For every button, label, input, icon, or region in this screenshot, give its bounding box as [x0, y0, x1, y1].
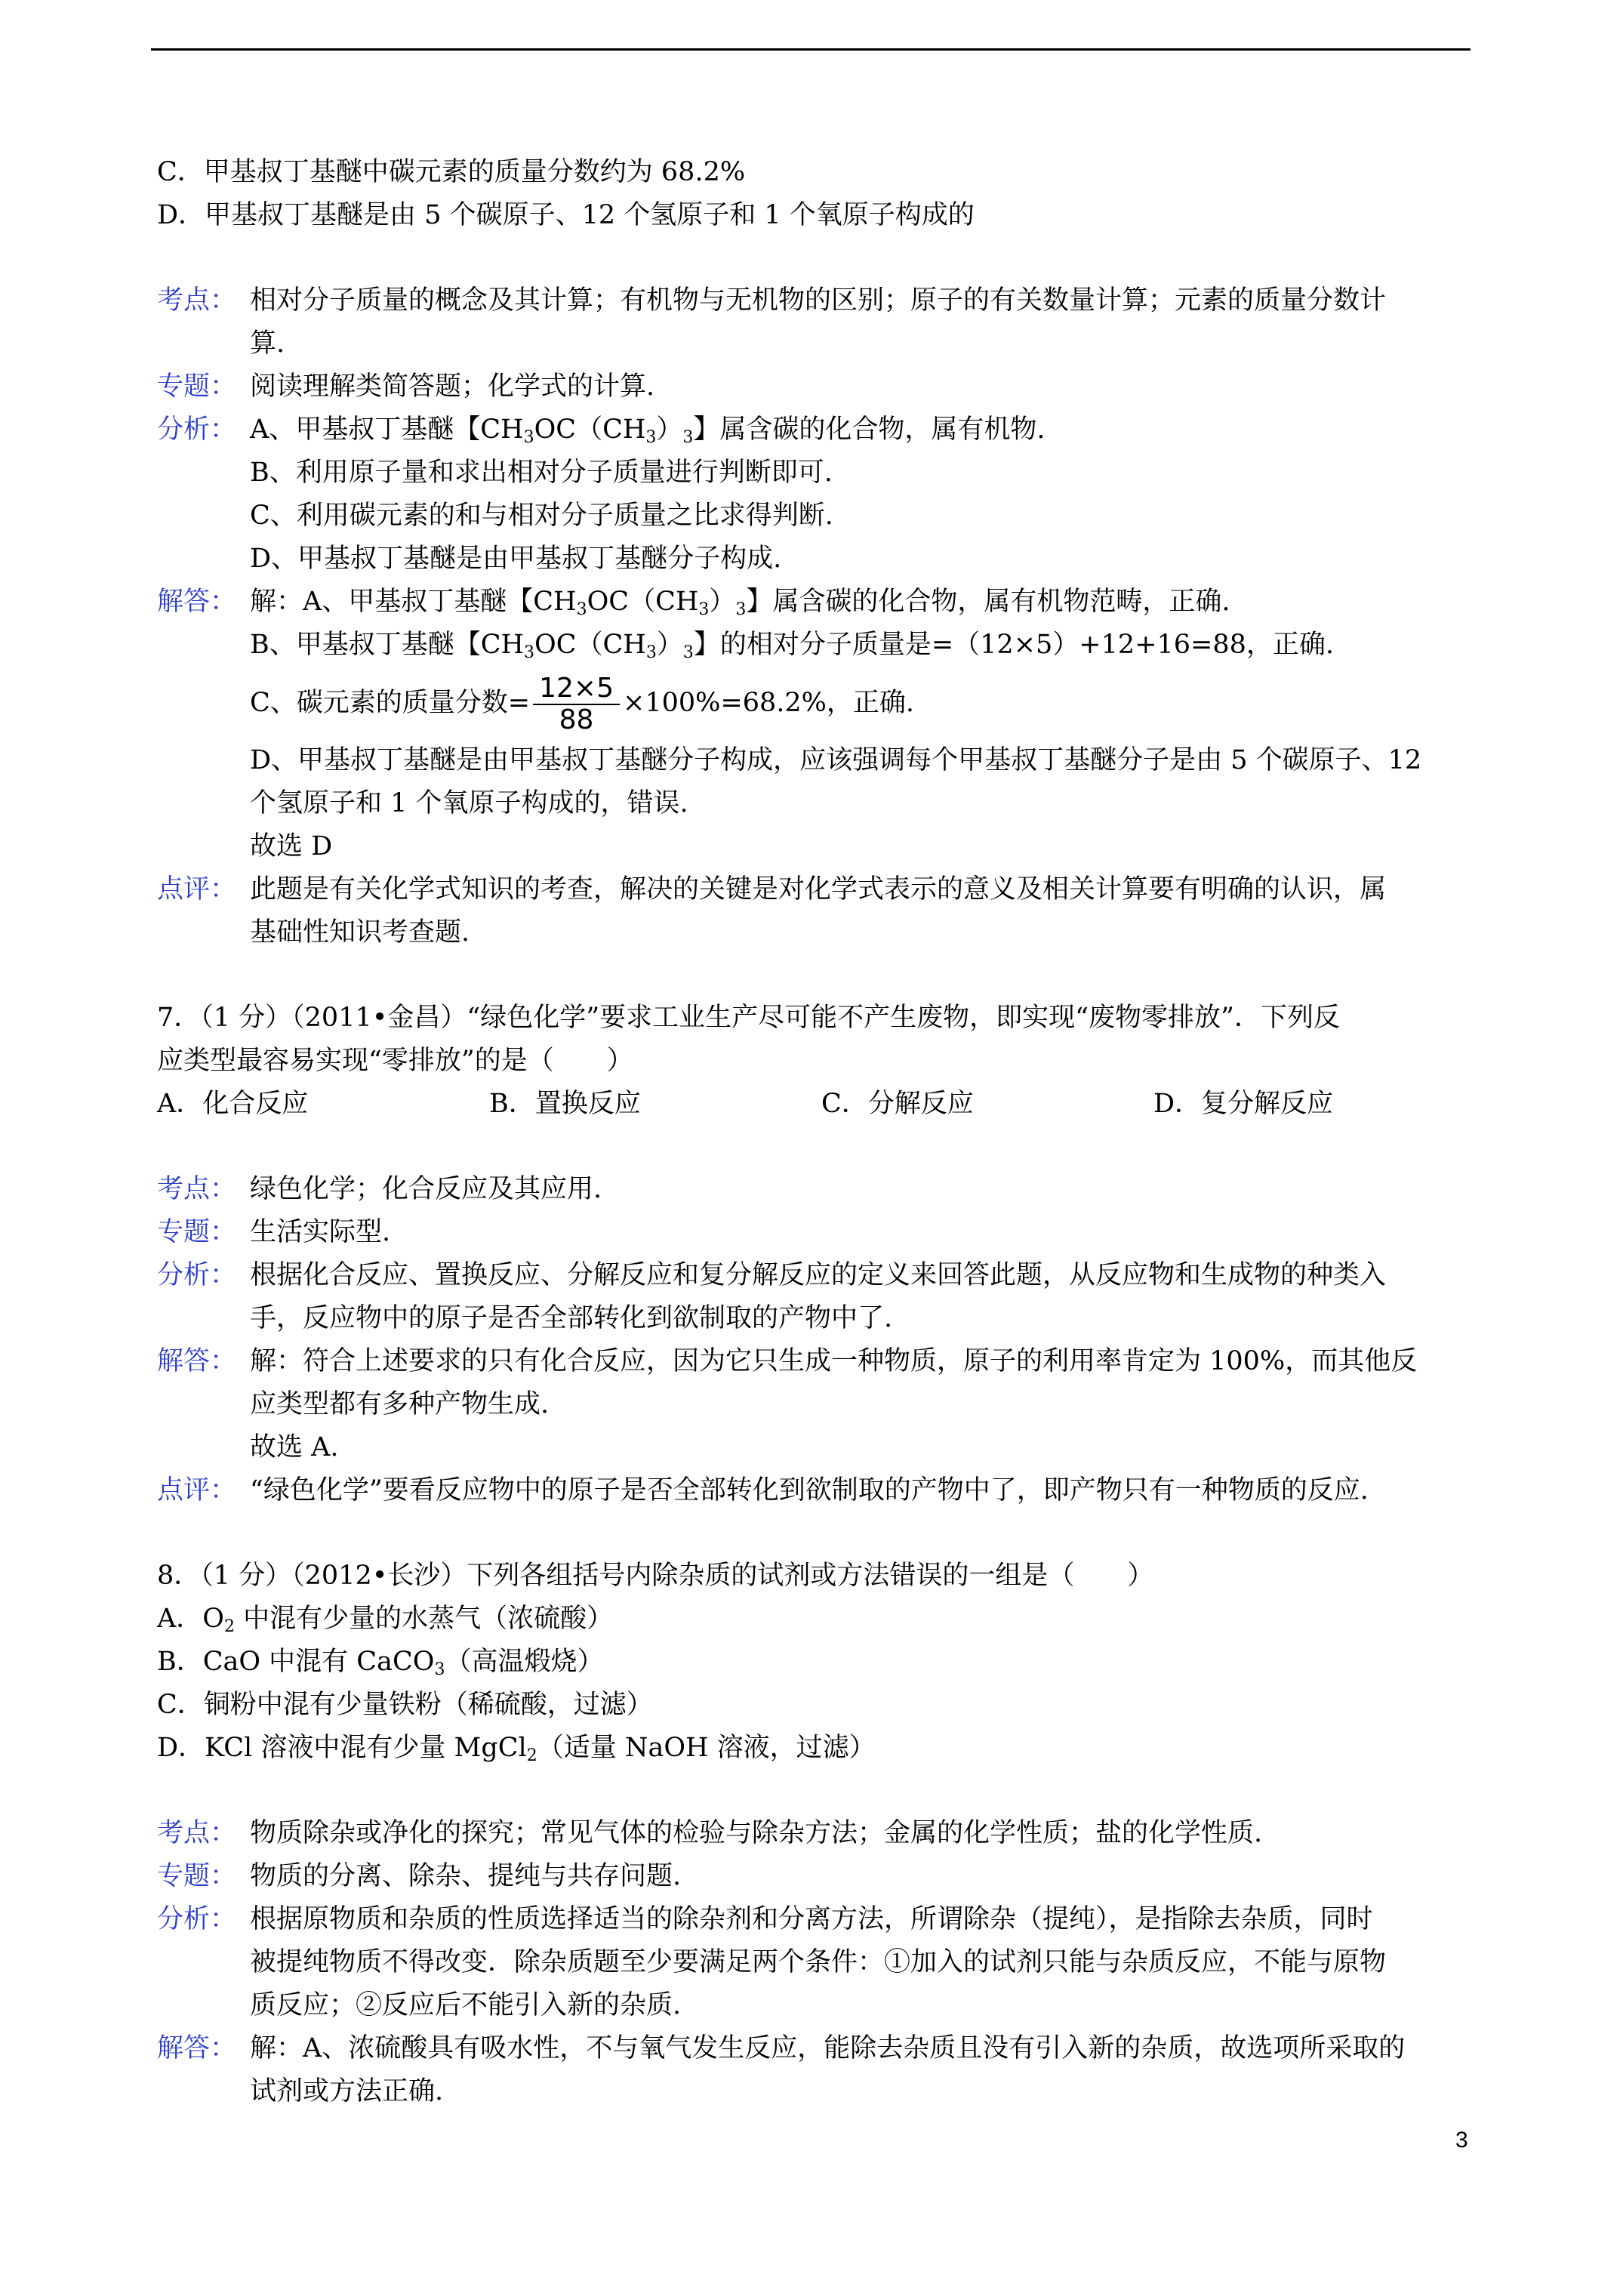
q8-stem: 8．（1 分）（2012•长沙）下列各组括号内除杂质的试剂或方法错误的一组是（ ） — [157, 1561, 1154, 1591]
q7-jieda: 解答： 解：符合上述要求的只有化合反应，因为它只生成一种物质，原子的利用率肯定为 100%，而其他反 应类型都有多种产物生成. 故选 A. — [157, 1346, 1418, 1462]
q8-zhuanti: 专题： 物质的分离、除杂、提纯与共存问题. — [157, 1861, 682, 1891]
page-number: 3 — [1455, 2128, 1468, 2153]
q7-option-d: D．复分解反应 — [1153, 1089, 1334, 1119]
q8-kaodian: 考点： 物质除杂或净化的探究；常见气体的检验与除杂方法；金属的化学性质；盐的化学性质. — [157, 1818, 1263, 1848]
prev-kaodian: 考点： 相对分子质量的概念及其计算；有机物与无机物的区别；原子的有关数量计算；元素的质量分数计 算. — [157, 279, 1471, 365]
prev-zhuanti: 专题： 阅读理解类简答题；化学式的计算. — [157, 365, 1471, 408]
label-fenxi: 分析： — [157, 415, 237, 445]
q8-option-b: B．CaO 中混有 CaCO$_3$（高温煅烧） — [157, 1647, 604, 1679]
label-jieda: 解答： — [157, 587, 237, 617]
q8-option-d: D．KCl 溶液中混有少量 MgCl$_2$（适量 NaOH 溶液，过滤） — [157, 1733, 876, 1765]
label-dianping: 点评： — [157, 874, 237, 905]
q7-kaodian: 考点： 绿色化学；化合反应及其应用. — [157, 1174, 602, 1204]
prev-jieda: 解答： 解：A、甲基叔丁基醚【$CH_3OC(CH_3)_3$】属含碳的化合物，属有机物范畴，正确. B、甲基叔丁基醚【$CH_3OC(CH_3)_3$】的相对分子质量是=（12×5）+12+16=88，正确. C、碳元素的质量分数= $\frac{12\times 5}{88}$ ×100%=68.2%，正确. D、甲基叔丁基醚是由甲基叔丁基醚分子构成，应该强调每个甲基叔丁基醚分子是由 5 个碳原子、12 个氢原子和 1 个氧原子构成的，错误. 故选 D — [157, 581, 1471, 868]
fraction-line: C、碳元素的质量分数= $\frac{12\times 5}{88}$ ×100%=68.2%，正确. — [250, 672, 915, 735]
q8-option-c: C．铜粉中混有少量铁粉（稀硫酸，过滤） — [157, 1690, 653, 1720]
q7-option-c: C．分解反应 — [821, 1089, 974, 1119]
label-zhuanti: 专题： — [157, 371, 237, 402]
prev-fenxi: 分析： A、甲基叔丁基醚【$CH_3OC(CH_3)_3$】属含碳的化合物，属有机物. B、利用原子量和求出相对分子质量进行判断即可. C、利用碳元素的和与相对分子质量之比求得判断. D、甲基叔丁基醚是由甲基叔丁基醚分子构成. — [157, 408, 1471, 581]
label-kaodian: 考点： — [157, 285, 237, 316]
q7-dianping: 点评： “绿色化学”要看反应物中的原子是否全部转化到欲制取的产物中了，即产物只有一种物质的反应. — [157, 1475, 1369, 1505]
q7-option-a: A．化合反应 — [157, 1089, 309, 1119]
q8-jieda: 解答： 解：A、浓硫酸具有吸水性，不与氧气发生反应，能除去杂质且没有引入新的杂质，故选项所采取的 试剂或方法正确. — [157, 2033, 1406, 2106]
prev-dianping: 点评： 此题是有关化学式知识的考查，解决的关键是对化学式表示的意义及相关计算要有明确的认识，属 基础性知识考查题. — [157, 868, 1471, 954]
q7-fenxi: 分析： 根据化合反应、置换反应、分解反应和复分解反应的定义来回答此题，从反应物和生成物的种类入 手，反应物中的原子是否全部转化到欲制取的产物中了. — [157, 1260, 1387, 1333]
fraction: $\frac{12\times 5}{88}$ — [533, 673, 620, 735]
q8-fenxi: 分析： 根据原物质和杂质的性质选择适当的除杂剂和分离方法，所谓除杂（提纯），是指除去杂质，同时 被提纯物质不得改变．除杂质题至少要满足两个条件：①加入的试剂只能与杂质反应，不能与原物 质反应；②反应后不能引入新的杂质. — [157, 1904, 1387, 2020]
header-rule — [151, 48, 1471, 51]
q7-stem-2: 应类型最容易实现“零排放”的是（ ） — [157, 1046, 633, 1076]
q8-option-a: A．$O_2$ 中混有少量的水蒸气（浓硫酸） — [157, 1604, 614, 1636]
q7-options — [157, 1083, 1471, 1126]
page-content — [157, 151, 1471, 2113]
q7-option-b: B．置换反应 — [489, 1089, 641, 1119]
prev-option-c: C．甲基叔丁基醚中碳元素的质量分数约为 68.2% — [157, 157, 746, 187]
q7-stem-1: 7．（1 分）（2011•金昌）“绿色化学”要求工业生产尽可能不产生废物，即实现“废物零排放”．下列反 — [157, 1003, 1340, 1033]
prev-option-d: D．甲基叔丁基醚是由 5 个碳原子、12 个氢原子和 1 个氧原子构成的 — [157, 200, 975, 230]
q7-zhuanti: 专题： 生活实际型. — [157, 1217, 391, 1247]
